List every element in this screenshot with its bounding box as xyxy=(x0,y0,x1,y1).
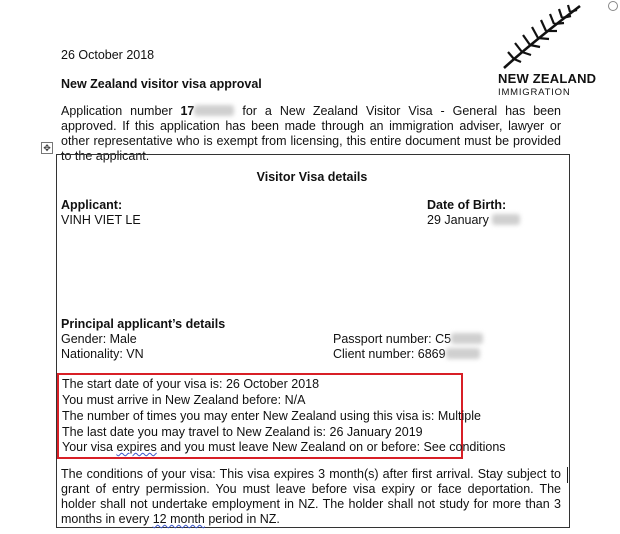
gender: Gender: Male xyxy=(61,332,137,346)
expires-word: expires xyxy=(116,440,157,454)
entries-line: The number of times you may enter New Zealand using this visa is: Multiple xyxy=(62,409,481,423)
letter-date: 26 October 2018 xyxy=(61,48,155,62)
move-cross-icon[interactable]: ✥ xyxy=(41,142,53,154)
passport-number: Passport number: C5 xyxy=(333,332,483,347)
visa-details-heading: Visitor Visa details xyxy=(256,170,368,184)
dob-value: 29 January xyxy=(427,213,520,228)
logo-text-new-zealand: NEW ZEALAND xyxy=(498,71,597,86)
nationality: Nationality: VN xyxy=(61,347,144,361)
nz-immigration-logo xyxy=(496,2,596,100)
last-travel-date-line: The last date you may travel to New Zealand is: 26 January 2019 xyxy=(62,425,423,439)
expiry-line: Your visa expires and you must leave New Zealand on or before: See conditions xyxy=(62,440,506,454)
redacted-birth-year xyxy=(492,214,520,225)
redacted-client xyxy=(446,348,480,359)
conditions-paragraph: The conditions of your visa: This visa expires 3 month(s) after first arrival. Stay subject to grant of entry permission. You must leave before visa expiry or face deportation. The holder shall not undertake employment in NZ. The holder shall not study for more than 3 months in every 12 month period in NZ. xyxy=(61,467,561,526)
start-date-line: The start date of your visa is: 26 October 2018 xyxy=(62,377,320,391)
corner-circle-icon xyxy=(608,1,618,11)
applicant-name: VINH VIET LE xyxy=(61,213,141,227)
text-cursor xyxy=(567,467,568,483)
client-number: Client number: 6869 xyxy=(333,347,480,362)
redacted-application-number xyxy=(194,105,234,116)
logo-text-immigration: IMMIGRATION xyxy=(498,87,571,98)
twelve-month-phrase: 12 month xyxy=(152,512,205,526)
letter-title: New Zealand visitor visa approval xyxy=(61,77,262,91)
silver-fern-icon xyxy=(496,2,596,72)
redacted-passport xyxy=(451,333,483,344)
principal-heading: Principal applicant’s details xyxy=(61,317,226,331)
applicant-label: Applicant: xyxy=(61,198,123,212)
dob-label: Date of Birth: xyxy=(427,198,507,212)
arrive-before-line: You must arrive in New Zealand before: N/A xyxy=(62,393,306,407)
intro-paragraph: Application number 17 for a New Zealand Visitor Visa - General has been approved. If this application has been made through an immigration adviser, lawyer or other representative who is exempt from licensing, this entire document must be provided to the applicant. xyxy=(61,104,561,163)
application-number: 17 xyxy=(180,104,195,118)
